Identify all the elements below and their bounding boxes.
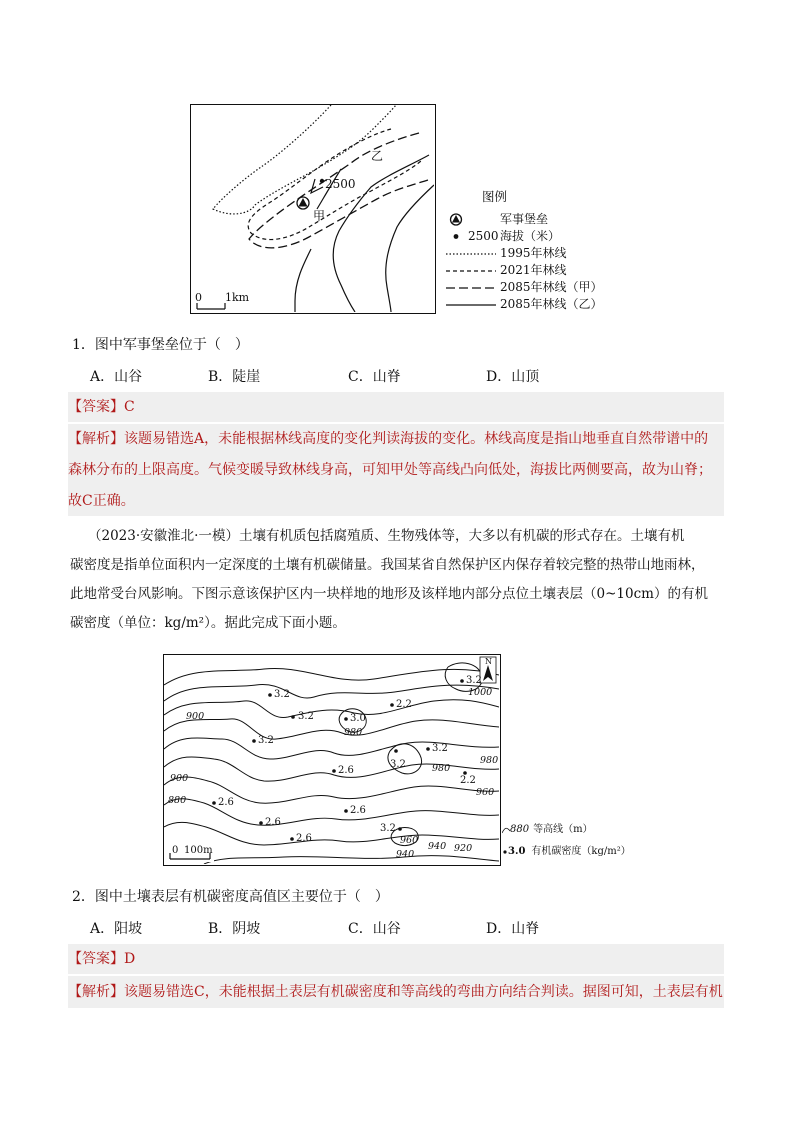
answer-tag: 【答案】	[68, 399, 124, 415]
contour-label: 900	[186, 711, 205, 722]
contour-label: 980	[344, 727, 363, 738]
contour-map-svg	[164, 655, 499, 864]
elevation-dot-icon	[446, 228, 464, 245]
legend-row-fortress	[446, 211, 616, 228]
q1-option-b[interactable]: B．陡崖	[208, 369, 261, 385]
material-paragraph	[70, 522, 726, 638]
q1-option-c[interactable]: C．山脊	[348, 369, 401, 385]
density-value: 3.2	[380, 823, 396, 834]
legend-label-2085-yi: 2085年林线（乙）	[500, 297, 603, 311]
legend-row-2085-yi	[446, 296, 616, 313]
contour-map	[163, 654, 501, 866]
q1-option-d[interactable]: D．山顶	[486, 369, 540, 385]
contour-label: 940	[396, 849, 415, 860]
legend-label-elevation: 海拔（米）	[500, 229, 561, 243]
density-value: 2.6	[296, 833, 312, 844]
q2-option-d[interactable]: D．山脊	[486, 921, 540, 937]
label-jia: 甲	[313, 209, 326, 223]
legend2-density-value: 3.0	[508, 846, 526, 857]
contour-label: 960	[400, 835, 419, 846]
contour-label: 900	[170, 773, 189, 784]
legend-label-1995: 1995年林线	[500, 246, 567, 260]
analysis-line-1: 该题易错选C，未能根据土表层有机碳密度和等高线的弯曲方向结合判读。据图可知，土表层有机	[124, 984, 723, 1000]
forest-line-map	[190, 104, 436, 314]
q2-option-c[interactable]: C．山谷	[348, 921, 401, 937]
intro-line-3: 此地常受台风影响。下图示意该保护区内一块样地的地形及该样地内部分点位土壤表层（0~10cm）的有机	[70, 586, 708, 602]
density-value: 3.2	[432, 743, 448, 754]
analysis-line-3: 故C正确。	[68, 493, 135, 509]
legend-label-2085-jia: 2085年林线（甲）	[500, 280, 603, 294]
question-1-options	[90, 366, 650, 386]
q1-analysis	[68, 424, 724, 516]
density-value: 3.2	[466, 675, 482, 686]
density-value: 2.6	[350, 805, 366, 816]
intro-line-2: 碳密度是指单位面积内一定深度的土壤有机碳储量。我国某省自然保护区内保存着较完整的热带山地雨林，	[70, 557, 705, 573]
q2-analysis	[68, 976, 724, 1008]
answer-value: C	[124, 399, 135, 415]
scale-km: 1km	[225, 291, 250, 304]
density-value: 3.2	[390, 759, 406, 770]
density-value: 2.6	[338, 765, 354, 776]
legend-row-2085-jia	[446, 279, 616, 296]
contour-label: 880	[168, 795, 187, 806]
intro-line-1: （2023·安徽淮北·一模）土壤有机质包括腐殖质、生物残体等，大多以有机碳的形式存在。土壤有机	[88, 528, 685, 544]
fortress-icon	[446, 211, 500, 228]
q2-answer	[68, 944, 724, 974]
legend-row-1995	[446, 245, 616, 262]
long-dash-line-icon	[446, 279, 500, 296]
legend2-row-contour	[502, 819, 631, 841]
legend-label-2021: 2021年林线	[500, 263, 567, 277]
fortress-icon	[297, 197, 309, 209]
answer-value: D	[124, 951, 136, 967]
legend-elev-value: 2500	[468, 229, 499, 243]
question-2-stem: 2．图中土壤表层有机碳密度高值区主要位于（ ）	[72, 889, 389, 905]
legend-row-2021	[446, 262, 616, 279]
contour-label: 980	[480, 755, 499, 766]
q2-option-b[interactable]: B．阴坡	[208, 921, 261, 937]
legend-row-elevation	[446, 228, 616, 245]
scale-zero: 0	[172, 845, 179, 856]
density-value: 2.6	[218, 797, 234, 808]
question-1-stem: 1．图中军事堡垒位于（ ）	[72, 337, 249, 353]
solid-line-icon	[446, 296, 500, 313]
scale-zero: 0	[195, 291, 202, 304]
q1-option-a[interactable]: A．山谷	[90, 369, 143, 385]
dotted-line-icon	[446, 245, 500, 262]
legend2-row-density	[502, 841, 631, 863]
density-value: 3.2	[274, 689, 290, 700]
density-value: 2.6	[265, 817, 281, 828]
map2-legend	[502, 819, 631, 863]
answer-tag: 【答案】	[68, 951, 124, 967]
question-2-options	[90, 918, 650, 938]
label-yi: 乙	[371, 149, 384, 163]
legend2-density-label: 有机碳密度（kg/m²）	[531, 846, 631, 857]
analysis-line-1: 该题易错选A，未能根据林线高度的变化判读海拔的变化。林线高度是指山地垂直自然带谱中的	[124, 431, 709, 447]
analysis-line-2: 森林分布的上限高度。气候变暖导致林线身高，可知甲处等高线凸向低处，海拔比两侧要高，故为山脊；	[68, 462, 712, 478]
density-value: 2.2	[396, 699, 412, 710]
intro-line-4: 碳密度（单位：kg/m²）。据此完成下面小题。	[70, 615, 346, 631]
scale-length: 100m	[184, 845, 213, 856]
contour-label: 960	[476, 787, 495, 798]
legend-title: 图例	[482, 189, 508, 204]
contour-label: 1000	[468, 687, 493, 698]
density-value: 3.2	[258, 735, 274, 746]
contour-label: 940	[428, 841, 447, 852]
density-value: 3.2	[298, 711, 314, 722]
elevation-label: 2500	[325, 177, 356, 191]
contour-line-icon	[502, 825, 510, 835]
analysis-tag: 【解析】	[68, 431, 124, 447]
legend-label-fortress: 军事堡垒	[500, 212, 549, 226]
dashed-line-icon	[446, 262, 500, 279]
map1-legend	[446, 188, 616, 313]
north-label: N	[485, 657, 492, 666]
legend2-contour-label: 等高线（m）	[533, 824, 593, 835]
density-value: 2.2	[460, 775, 476, 786]
q1-answer	[68, 392, 724, 422]
contour-label: 920	[454, 843, 473, 854]
analysis-tag: 【解析】	[68, 984, 124, 1000]
legend2-contour-value: 880	[510, 824, 530, 835]
q2-option-a[interactable]: A．阳坡	[90, 921, 143, 937]
density-value: 3.0	[350, 713, 366, 724]
contour-label: 980	[432, 763, 451, 774]
